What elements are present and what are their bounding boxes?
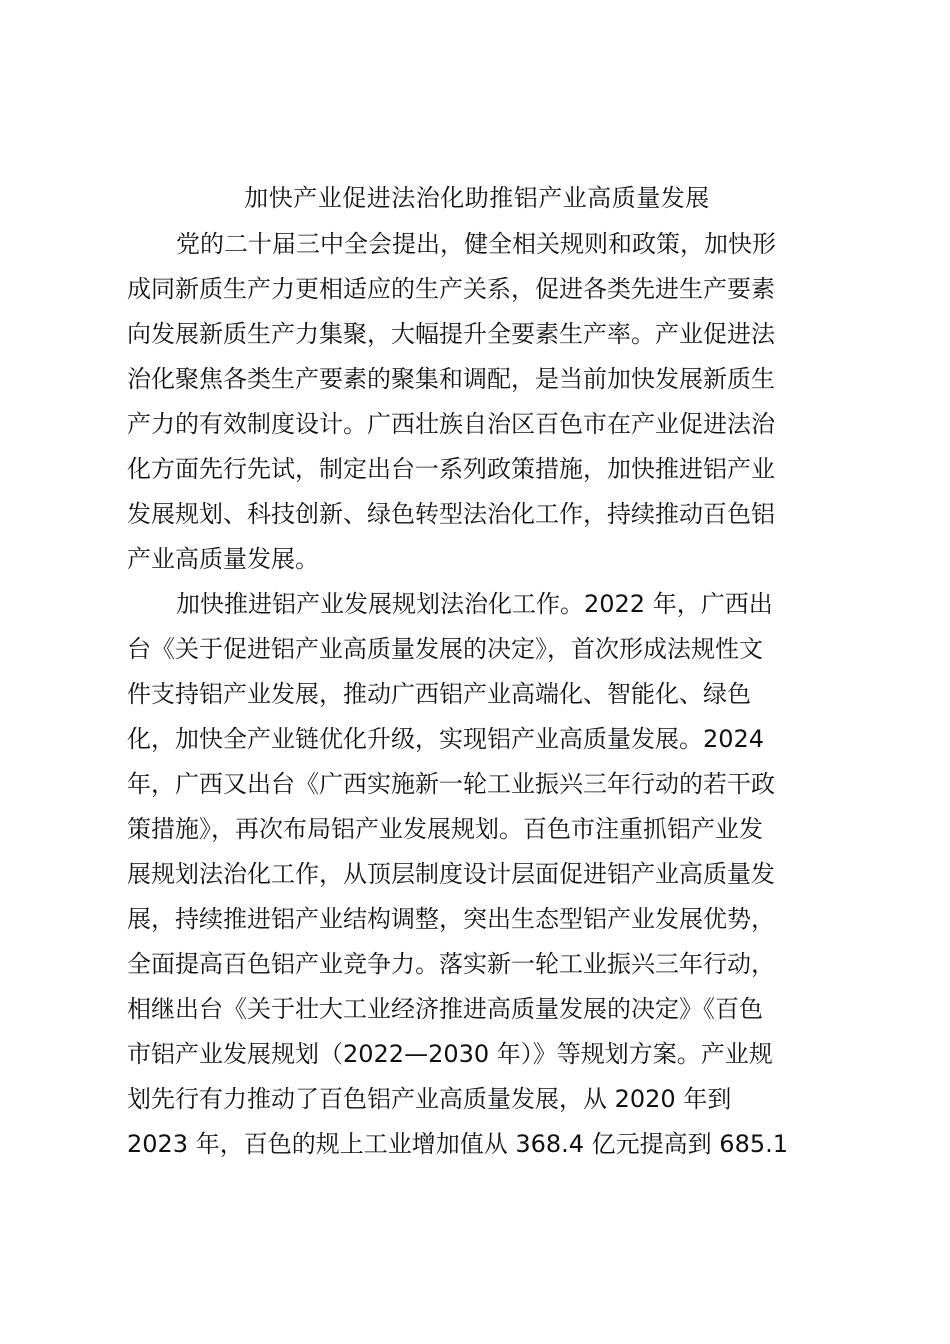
paragraph-2-line: 化，加快全产业链优化升级，实现铝产业高质量发展。2024 bbox=[127, 725, 765, 753]
paragraph-2-line: 台《关于促进铝产业高质量发展的决定》，首次形成法规性文 bbox=[127, 635, 763, 663]
paragraph-1-line: 化方面先行先试，制定出台一系列政策措施，加快推进铝产业 bbox=[127, 455, 775, 483]
paragraph-2-line: 相继出台《关于壮大工业经济推进高质量发展的决定》《百色 bbox=[127, 995, 763, 1023]
paragraph-1-line: 发展规划、科技创新、绿色转型法治化工作，持续推动百色铝 bbox=[127, 500, 775, 528]
paragraph-1-line: 治化聚焦各类生产要素的聚集和调配，是当前加快发展新质生 bbox=[127, 365, 775, 393]
paragraph-2-line: 策措施》，再次布局铝产业发展规划。百色市注重抓铝产业发 bbox=[127, 815, 763, 843]
paragraph-1-line: 产业高质量发展。 bbox=[127, 545, 319, 573]
paragraph-2-line: 年，广西又出台《广西实施新一轮工业振兴三年行动的若干政 bbox=[127, 770, 775, 798]
document-title: 加快产业促进法治化助推铝产业高质量发展 bbox=[244, 184, 710, 212]
paragraph-2-line: 2023 年，百色的规上工业增加值从 368.4 亿元提高到 685.1 bbox=[127, 1130, 789, 1158]
paragraph-2-line: 全面提高百色铝产业竞争力。落实新一轮工业振兴三年行动， bbox=[127, 950, 775, 978]
paragraph-2-line: 件支持铝产业发展，推动广西铝产业高端化、智能化、绿色 bbox=[127, 680, 751, 708]
paragraph-2-line: 加快推进铝产业发展规划法治化工作。2022 年，广西出 bbox=[176, 590, 773, 618]
paragraph-1-line: 向发展新质生产力集聚，大幅提升全要素生产率。产业促进法 bbox=[127, 320, 775, 348]
paragraph-1-line: 成同新质生产力更相适应的生产关系，促进各类先进生产要素 bbox=[127, 275, 775, 303]
paragraph-2-line: 划先行有力推动了百色铝产业高质量发展，从 2020 年到 bbox=[127, 1085, 732, 1113]
paragraph-2-line: 展，持续推进铝产业结构调整，突出生态型铝产业发展优势， bbox=[127, 905, 775, 933]
paragraph-1-line: 党的二十届三中全会提出，健全相关规则和政策，加快形 bbox=[176, 230, 776, 258]
paragraph-2-line: 展规划法治化工作，从顶层制度设计层面促进铝产业高质量发 bbox=[127, 860, 775, 888]
paragraph-1-line: 产力的有效制度设计。广西壮族自治区百色市在产业促进法治 bbox=[127, 410, 775, 438]
paragraph-2-line: 市铝产业发展规划（2022—2030 年）》等规划方案。产业规 bbox=[127, 1040, 773, 1068]
